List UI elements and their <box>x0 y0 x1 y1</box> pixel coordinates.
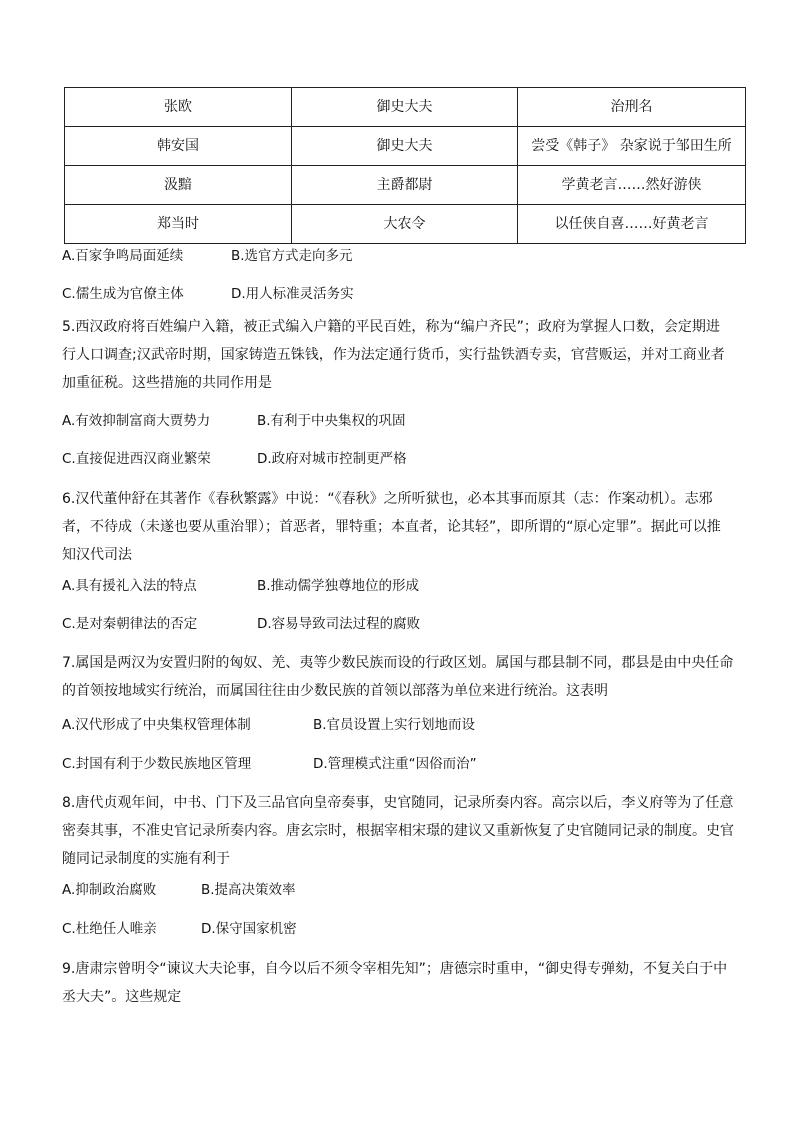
q7-option-b: B.官员设置上实行划地而设 <box>313 717 476 733</box>
q7-stem-line: 的首领按地域实行统治，而属国往往由少数民族的首领以部落为单位来进行统治。这表明 <box>62 683 608 699</box>
q5-option-d: D.政府对城市控制更严格 <box>257 451 407 467</box>
q4-option-c: C.儒生成为官僚主体 <box>62 286 184 302</box>
q6-stem-line: 知汉代司法 <box>62 547 132 563</box>
q9-stem-line: 9.唐肃宗曾明令“谏议大夫论事，自今以后不须令宰相先知”；唐德宗时重申，“御史得专弹劾，不复关白于中 <box>62 961 728 977</box>
q4-option-a: A.百家争鸣局面延续 <box>62 248 184 264</box>
table-cell-office: 御史大夫 <box>292 88 518 127</box>
q6-option-b: B.推动儒学独尊地位的形成 <box>257 578 420 594</box>
q5-stem-line: 加重征税。这些措施的共同作用是 <box>62 375 272 391</box>
q6-stem-line: 者，不待成（未遂也要从重治罪）；首恶者，罪特重；本直者，论其轻”，即所谓的“原心定罪”。据此可以推 <box>62 519 721 535</box>
q7-option-c: C.封国有利于少数民族地区管理 <box>62 756 252 772</box>
table-cell-name: 韩安国 <box>65 127 292 166</box>
table-cell-learning: 以任侠自喜……好黄老言 <box>518 205 746 244</box>
table-cell-name: 汲黯 <box>65 166 292 205</box>
q7-stem-line: 7.属国是两汉为安置归附的匈奴、羌、夷等少数民族而设的行政区划。属国与郡县制不同，郡县是由中央任命 <box>62 655 734 671</box>
officials-table <box>64 87 746 244</box>
table-row <box>65 166 746 205</box>
q4-option-d: D.用人标准灵活务实 <box>231 286 354 302</box>
table-cell-learning: 治刑名 <box>518 88 746 127</box>
q8-stem-line: 随同记录制度的实施有利于 <box>62 851 230 867</box>
table-cell-office: 主爵都尉 <box>292 166 518 205</box>
q7-option-a: A.汉代形成了中央集权管理体制 <box>62 717 251 733</box>
table-cell-office: 大农令 <box>292 205 518 244</box>
q7-option-d: D.管理模式注重“因俗而治” <box>313 756 477 772</box>
table-row <box>65 205 746 244</box>
q8-option-a: A.抑制政治腐败 <box>62 882 157 898</box>
q5-option-c: C.直接促进西汉商业繁荣 <box>62 451 211 467</box>
q5-option-b: B.有利于中央集权的巩固 <box>257 413 406 429</box>
q6-option-c: C.是对秦朝律法的否定 <box>62 616 198 632</box>
q8-option-d: D.保守国家机密 <box>201 921 297 937</box>
table-cell-office: 御史大夫 <box>292 127 518 166</box>
q6-option-d: D.容易导致司法过程的腐败 <box>257 616 421 632</box>
table-cell-learning: 学黄老言……然好游侠 <box>518 166 746 205</box>
q6-stem-line: 6.汉代董仲舒在其著作《春秋繁露》中说：“《春秋》之所听狱也，必本其事而原其（志：作案动机）。志邪 <box>62 491 713 507</box>
q5-stem-line: 5.西汉政府将百姓编户入籍，被正式编入户籍的平民百姓，称为“编户齐民”；政府为掌握人口数，会定期进 <box>62 319 720 335</box>
q8-option-b: B.提高决策效率 <box>201 882 296 898</box>
table-cell-name: 张欧 <box>65 88 292 127</box>
q9-stem-line: 丞大夫”。这些规定 <box>62 989 182 1005</box>
q8-stem-line: 8.唐代贞观年间，中书、门下及三品官向皇帝奏事，史官随同，记录所奏内容。高宗以后，李义府等为了任意 <box>62 795 734 811</box>
q5-stem-line: 行人口调查;汉武帝时期，国家铸造五铢钱，作为法定通行货币，实行盐铁酒专卖，官营贩运，并对工商业者 <box>62 347 725 363</box>
table-cell-name: 郑当时 <box>65 205 292 244</box>
q8-option-c: C.杜绝任人唯亲 <box>62 921 157 937</box>
q8-stem-line: 密奏其事，不准史官记录所奏内容。唐玄宗时，根据宰相宋璟的建议又重新恢复了史官随同记录的制度。史官 <box>62 823 734 839</box>
q4-option-b: B.选官方式走向多元 <box>231 248 353 264</box>
q5-option-a: A.有效抑制富商大贾势力 <box>62 413 211 429</box>
table-row <box>65 88 746 127</box>
q6-option-a: A.具有援礼入法的特点 <box>62 578 197 594</box>
table-row <box>65 127 746 166</box>
table-cell-learning: 尝受《韩子》 杂家说于邹田生所 <box>518 127 746 166</box>
